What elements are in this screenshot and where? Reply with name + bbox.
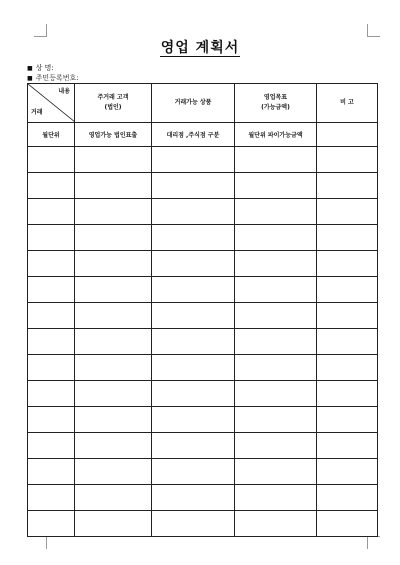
table-cell[interactable]: [317, 173, 378, 199]
table-cell[interactable]: [28, 511, 75, 537]
table-cell[interactable]: [152, 485, 235, 511]
table-row: [28, 173, 378, 199]
subheader-cell: 월단위: [28, 123, 75, 147]
table-cell[interactable]: [235, 303, 317, 329]
table-cell[interactable]: [317, 303, 378, 329]
table-cell[interactable]: [28, 147, 75, 173]
table-cell[interactable]: [28, 485, 75, 511]
table-cell[interactable]: [235, 173, 317, 199]
business-name-label: 상 명:: [35, 64, 54, 72]
table-cell[interactable]: [28, 355, 75, 381]
table-cell[interactable]: [152, 147, 235, 173]
table-row: [28, 407, 378, 433]
table-cell[interactable]: [152, 459, 235, 485]
table-cell[interactable]: [152, 433, 235, 459]
subheader-cell: 월단위 파이가능금액: [235, 123, 317, 147]
table-row: [28, 355, 378, 381]
header-products: 거래가능 상품: [152, 84, 235, 123]
header-main-customer: 주거래 고객 (법인): [75, 84, 152, 123]
document-title: [0, 37, 400, 57]
header-row: [28, 84, 378, 123]
table-cell[interactable]: [28, 433, 75, 459]
table-cell[interactable]: [235, 225, 317, 251]
table-cell[interactable]: [75, 277, 152, 303]
table-cell[interactable]: [235, 277, 317, 303]
plan-table: [27, 83, 378, 537]
crop-mark-top-left: [34, 24, 47, 37]
table-cell[interactable]: [235, 251, 317, 277]
table-cell[interactable]: [28, 251, 75, 277]
table-cell[interactable]: [152, 251, 235, 277]
table-cell[interactable]: [235, 511, 317, 537]
table-cell[interactable]: [152, 381, 235, 407]
table-cell[interactable]: [28, 407, 75, 433]
table-cell[interactable]: [75, 381, 152, 407]
corner-label-trade: 거래: [31, 109, 43, 116]
table-cell[interactable]: [28, 329, 75, 355]
table-cell[interactable]: [152, 355, 235, 381]
header-remarks: 비 고: [317, 84, 378, 123]
table-cell[interactable]: [28, 173, 75, 199]
table-cell[interactable]: [152, 199, 235, 225]
table-cell[interactable]: [75, 355, 152, 381]
document-title-text: 영업 계획서: [160, 40, 240, 56]
business-name-line: [27, 63, 54, 73]
table-row: [28, 147, 378, 173]
table-cell[interactable]: [235, 355, 317, 381]
table-cell[interactable]: [235, 381, 317, 407]
table-cell[interactable]: [152, 407, 235, 433]
table-row: [28, 485, 378, 511]
table-cell[interactable]: [75, 485, 152, 511]
bullet-icon: ■: [27, 65, 33, 72]
table-cell[interactable]: [317, 277, 378, 303]
subheader-cell: [317, 123, 378, 147]
crop-mark-top-right: [367, 24, 380, 37]
table-cell[interactable]: [235, 459, 317, 485]
bullet-icon: ■: [27, 75, 33, 82]
corner-label-content: 내용: [58, 88, 70, 95]
table-cell[interactable]: [28, 277, 75, 303]
table-cell[interactable]: [28, 459, 75, 485]
table-cell[interactable]: [317, 433, 378, 459]
table-cell[interactable]: [317, 381, 378, 407]
table-cell[interactable]: [152, 303, 235, 329]
table-cell[interactable]: [75, 511, 152, 537]
table-cell[interactable]: [317, 355, 378, 381]
table-cell[interactable]: [75, 407, 152, 433]
crop-mark-bottom-right: [367, 536, 380, 549]
table-cell[interactable]: [75, 329, 152, 355]
table-cell[interactable]: [235, 407, 317, 433]
table-row: [28, 381, 378, 407]
table-cell[interactable]: [317, 485, 378, 511]
table-cell[interactable]: [75, 147, 152, 173]
table-cell[interactable]: [75, 173, 152, 199]
table-cell[interactable]: [235, 433, 317, 459]
table-cell[interactable]: [152, 329, 235, 355]
table-cell[interactable]: [75, 303, 152, 329]
table-cell[interactable]: [317, 407, 378, 433]
table-cell[interactable]: [28, 199, 75, 225]
table-cell[interactable]: [317, 511, 378, 537]
table-cell[interactable]: [317, 199, 378, 225]
table-cell[interactable]: [75, 459, 152, 485]
subheader-cell: 대리점 ,주식점 구분: [152, 123, 235, 147]
table-cell[interactable]: [235, 329, 317, 355]
registration-number-line: [27, 73, 79, 83]
table-cell[interactable]: [75, 251, 152, 277]
table-cell[interactable]: [235, 485, 317, 511]
table-row: [28, 251, 378, 277]
table-cell[interactable]: [317, 329, 378, 355]
table-cell[interactable]: [75, 433, 152, 459]
table-cell[interactable]: [235, 147, 317, 173]
table-cell[interactable]: [152, 225, 235, 251]
table-row: [28, 511, 378, 537]
table-cell[interactable]: [152, 277, 235, 303]
subheader-row: [28, 123, 378, 147]
table-row: [28, 459, 378, 485]
header-sales-target: 영업목표 (가능금액): [235, 84, 317, 123]
table-row: [28, 433, 378, 459]
registration-number-label: 주민등록번호:: [35, 74, 79, 82]
crop-mark-bottom-left: [34, 536, 47, 549]
table-cell[interactable]: [75, 225, 152, 251]
corner-header-cell: [28, 84, 75, 123]
table-cell[interactable]: [28, 381, 75, 407]
table-cell[interactable]: [75, 199, 152, 225]
table-cell[interactable]: [317, 459, 378, 485]
table-row: [28, 225, 378, 251]
table-cell[interactable]: [152, 173, 235, 199]
table-cell[interactable]: [317, 251, 378, 277]
table-row: [28, 199, 378, 225]
table-cell[interactable]: [28, 303, 75, 329]
table-cell[interactable]: [317, 225, 378, 251]
table-row: [28, 303, 378, 329]
table-cell[interactable]: [152, 511, 235, 537]
table-cell[interactable]: [235, 199, 317, 225]
table-cell[interactable]: [28, 225, 75, 251]
table-row: [28, 329, 378, 355]
table-cell[interactable]: [317, 147, 378, 173]
subheader-cell: 영업가능 법인표출: [75, 123, 152, 147]
table-row: [28, 277, 378, 303]
